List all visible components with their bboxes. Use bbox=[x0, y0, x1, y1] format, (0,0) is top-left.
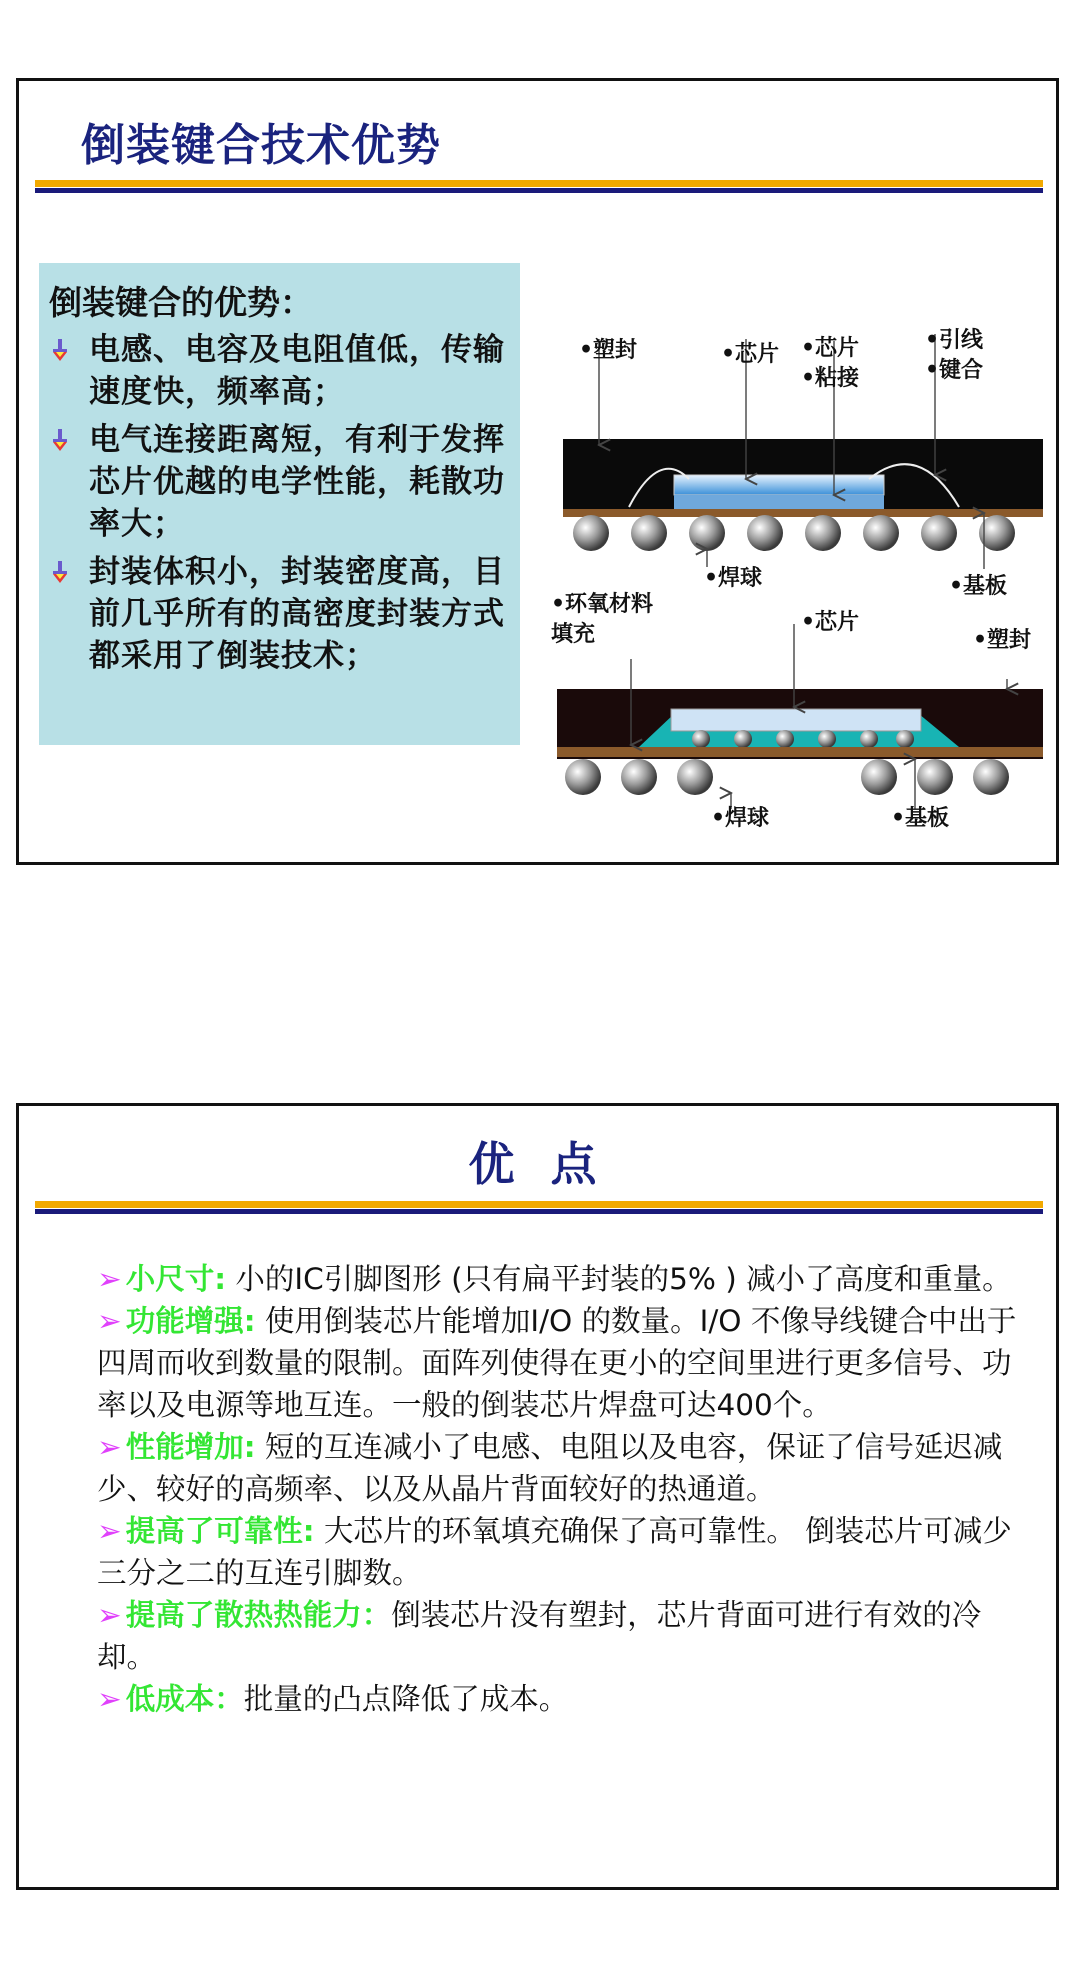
package-diagram bbox=[539, 249, 1049, 831]
advantages-box bbox=[39, 263, 520, 745]
label-top-die-attach-1: •芯片 bbox=[801, 335, 860, 361]
advantage-points bbox=[97, 1258, 1027, 1720]
top-solder-balls bbox=[573, 515, 1015, 551]
advantage-point-reliability: ➢ 提高了可靠性: 大芯片的环氧填充确保了高可靠性。 倒装芯片可减少三分之二的互连引脚数。 bbox=[97, 1514, 1012, 1590]
slide1-title: 倒装键合技术优势 bbox=[81, 120, 441, 171]
advantage-point-performance: ➢ 性能增加: 短的互连减小了电感、电阻以及电容，保证了信号延迟减少、较好的高频率、以及从晶片背面较好的热通道。 bbox=[97, 1430, 1003, 1506]
triangle-arrow-icon: ➢ bbox=[97, 1514, 122, 1548]
title-rule bbox=[35, 180, 1043, 193]
label-top-chip: •芯片 bbox=[721, 341, 780, 367]
top-substrate bbox=[563, 509, 1043, 517]
arrow-down-bullet-icon bbox=[51, 429, 69, 451]
advantages-list bbox=[47, 329, 513, 683]
triangle-arrow-icon: ➢ bbox=[97, 1262, 122, 1296]
top-die-attach bbox=[674, 495, 884, 509]
title-rule bbox=[35, 1201, 1043, 1214]
slide2-title: 优 点 bbox=[468, 1137, 607, 1191]
advantage-point-cost: ➢ 低成本：批量的凸点降低了成本。 bbox=[97, 1682, 569, 1716]
advantage-point-heat: ➢ 提高了散热热能力：倒装芯片没有塑封，芯片背面可进行有效的冷却。 bbox=[97, 1598, 982, 1674]
advantage-item: 电气连接距离短，有利于发挥芯片优越的电学性能，耗散功率大； bbox=[47, 419, 513, 545]
triangle-arrow-icon: ➢ bbox=[97, 1682, 122, 1716]
advantage-item: 电感、电容及电阻值低，传输速度快，频率高； bbox=[47, 329, 513, 413]
arrow-down-bullet-icon bbox=[51, 339, 69, 361]
label-top-wire-1: •引线 bbox=[925, 327, 984, 353]
label-bottom-molding: •塑封 bbox=[973, 627, 1032, 653]
advantage-point-function: ➢ 功能增强: 使用倒装芯片能增加I/O 的数量。I/O 不像导线键合中出于四周而收到数量的限制。面阵列使得在更小的空间里进行更多信号、功率以及电源等地互连。一般的倒装芯片焊盘可达400个。 bbox=[97, 1304, 1017, 1422]
triangle-arrow-icon: ➢ bbox=[97, 1430, 122, 1464]
label-bottom-underfill-1: •环氧材料 bbox=[551, 591, 654, 617]
slide-flip-chip-advantages bbox=[16, 78, 1059, 865]
arrow-down-bullet-icon bbox=[51, 561, 69, 583]
label-bottom-substrate: •基板 bbox=[891, 805, 950, 831]
slide-advantages bbox=[16, 1103, 1059, 1890]
label-top-solder: •焊球 bbox=[704, 565, 763, 591]
label-top-substrate: •基板 bbox=[949, 573, 1008, 599]
label-bottom-underfill-2: 填充 bbox=[551, 621, 596, 647]
advantage-item: 封装体积小，封装密度高，目前几乎所有的高密度封装方式都采用了倒装技术； bbox=[47, 551, 513, 677]
advantages-heading: 倒装键合的优势： bbox=[49, 283, 313, 322]
triangle-arrow-icon: ➢ bbox=[97, 1598, 122, 1632]
label-bottom-chip: •芯片 bbox=[801, 609, 860, 635]
triangle-arrow-icon: ➢ bbox=[97, 1304, 122, 1338]
label-top-molding: •塑封 bbox=[579, 337, 638, 363]
top-chip bbox=[674, 475, 884, 495]
bottom-solder-balls bbox=[565, 759, 1009, 795]
label-bottom-solder: •焊球 bbox=[711, 805, 770, 831]
label-top-wire-2: •键合 bbox=[925, 357, 984, 383]
advantage-point-small-size: ➢ 小尺寸: 小的IC引脚图形 (只有扁平封装的5% ) 减小了高度和重量。 bbox=[97, 1262, 1012, 1296]
bottom-chip bbox=[671, 709, 921, 731]
label-top-die-attach-2: •粘接 bbox=[801, 365, 860, 391]
bottom-substrate bbox=[557, 747, 1043, 757]
